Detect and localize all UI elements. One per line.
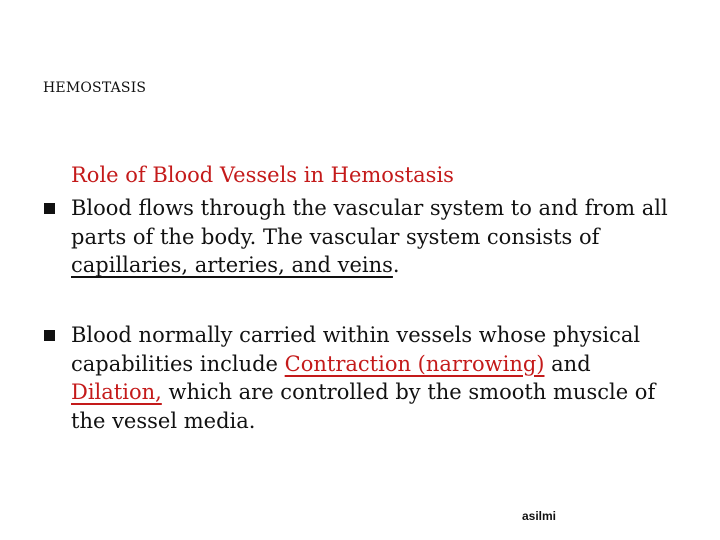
bullet-1-text-before: Blood flows through the vascular system to and from all parts of the body. The vascular system consists of — [71, 196, 668, 249]
contraction-term: Contraction (narrowing) — [284, 351, 545, 376]
bullet-paragraph-2 — [71, 321, 671, 435]
bullet-marker — [44, 203, 55, 214]
vessel-types-link: capillaries, arteries, and veins — [71, 253, 393, 277]
dilation-term: Dilation, — [71, 380, 162, 404]
bullet-marker — [44, 330, 55, 341]
slide-title: HEMOSTASIS — [43, 80, 147, 96]
bullet-2-text-mid: and — [544, 351, 591, 376]
bullet-2-text-after: which are controlled by the smooth muscle of the vessel media. — [71, 380, 656, 433]
footer-author: asilmi — [522, 509, 557, 523]
bullet-1-text-after: . — [392, 253, 400, 277]
bullet-2-text-before: Blood normally carried within vessels whose physical capabilities include — [71, 323, 641, 376]
section-heading: Role of Blood Vessels in Hemostasis — [71, 163, 454, 187]
bullet-paragraph-1 — [71, 194, 671, 280]
